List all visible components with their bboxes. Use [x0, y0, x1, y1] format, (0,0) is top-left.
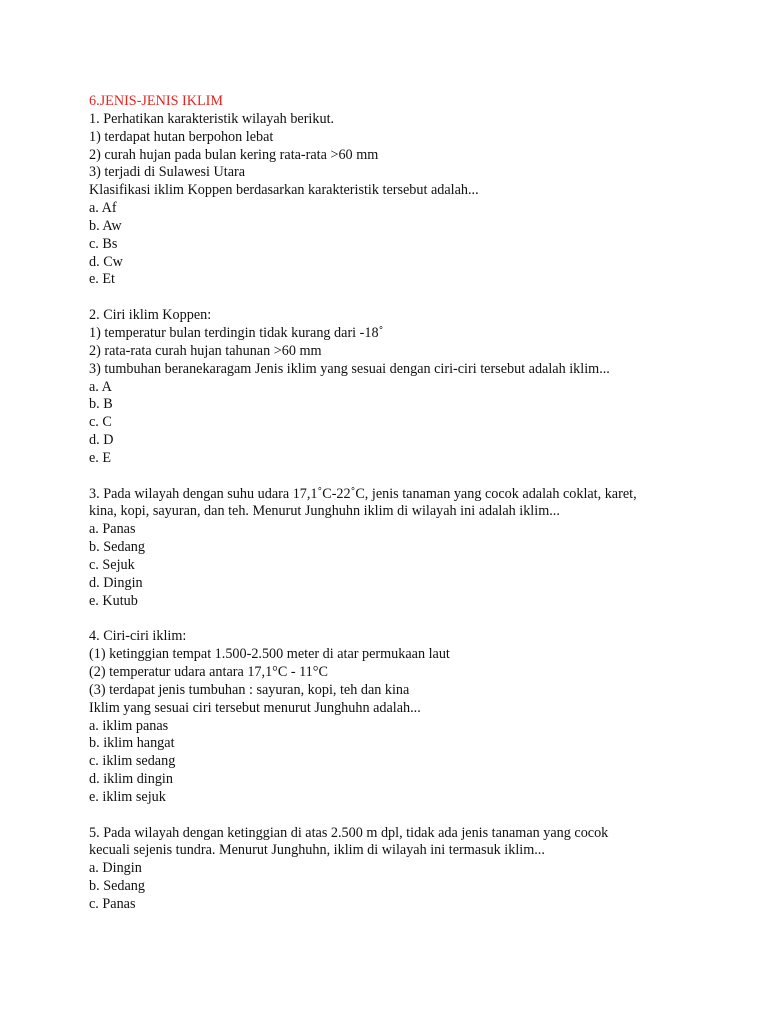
spacer [89, 468, 689, 486]
spacer [89, 807, 689, 825]
answer-option: b. iklim hangat [89, 735, 175, 752]
answer-option: b. Sedang [89, 878, 145, 895]
answer-option: d. Cw [89, 253, 123, 270]
spacer [89, 289, 689, 307]
answer-option: a. iklim panas [89, 717, 169, 734]
answer-option: c. Panas [89, 895, 136, 912]
question-5 [89, 825, 689, 914]
answer-option: a. Af [89, 200, 117, 217]
answer-option: c. C [89, 414, 112, 431]
question-2 [89, 307, 689, 468]
question-stem: kina, kopi, sayuran, dan teh. Menurut Junghuhn iklim di wilayah ini adalah iklim... [89, 503, 560, 520]
answer-option: a. Panas [89, 521, 136, 538]
question-item: (1) ketinggian tempat 1.500-2.500 meter di atar permukaan laut [89, 646, 450, 663]
answer-option: e. Et [89, 271, 115, 288]
question-stem: 1. Perhatikan karakteristik wilayah berikut. [89, 110, 335, 127]
question-item: 2) rata-rata curah hujan tahunan >60 mm [89, 342, 322, 359]
question-stem: 5. Pada wilayah dengan ketinggian di atas 2.500 m dpl, tidak ada jenis tanaman yang cocok [89, 824, 609, 841]
question-item: 1) terdapat hutan berpohon lebat [89, 128, 274, 145]
question-item: 3) terjadi di Sulawesi Utara [89, 164, 246, 181]
question-4 [89, 628, 689, 806]
answer-option: d. D [89, 432, 114, 449]
answer-option: b. B [89, 396, 113, 413]
section-title: 6.JENIS-JENIS IKLIM [89, 93, 223, 109]
question-3 [89, 486, 689, 611]
answer-option: e. Kutub [89, 592, 138, 609]
answer-option: b. Sedang [89, 539, 145, 556]
answer-option: a. A [89, 378, 112, 395]
question-item: (3) terdapat jenis tumbuhan : sayuran, kopi, teh dan kina [89, 681, 410, 698]
question-item: (2) temperatur udara antara 17,1°C - 11°C [89, 664, 328, 680]
answer-option: d. iklim dingin [89, 771, 173, 788]
document-body [89, 93, 689, 914]
question-stem: 4. Ciri-ciri iklim: [89, 628, 187, 645]
answer-option: c. iklim sedang [89, 753, 176, 770]
answer-option: c. Sejuk [89, 556, 135, 573]
answer-option: c. Bs [89, 235, 118, 252]
question-1 [89, 111, 689, 289]
question-prompt: Klasifikasi iklim Koppen berdasarkan karakteristik tersebut adalah... [89, 182, 479, 199]
question-item: 1) temperatur bulan terdingin tidak kurang dari -18˚ [89, 324, 384, 341]
spacer [89, 610, 689, 628]
question-stem: 2. Ciri iklim Koppen: [89, 307, 212, 324]
answer-option: a. Dingin [89, 860, 142, 877]
answer-option: e. E [89, 449, 112, 466]
answer-option: d. Dingin [89, 574, 143, 591]
question-item: 2) curah hujan pada bulan kering rata-rata >60 mm [89, 146, 379, 163]
question-stem: kecuali sejenis tundra. Menurut Junghuhn, iklim di wilayah ini termasuk iklim... [89, 842, 545, 859]
question-stem: 3. Pada wilayah dengan suhu udara 17,1˚C-22˚C, jenis tanaman yang cocok adalah coklat, karet, [89, 485, 637, 502]
question-prompt: Iklim yang sesuai ciri tersebut menurut Junghuhn adalah... [89, 699, 421, 716]
answer-option: e. iklim sejuk [89, 788, 166, 805]
question-item: 3) tumbuhan beranekaragam Jenis iklim yang sesuai dengan ciri-ciri tersebut adalah iklim... [89, 360, 610, 377]
answer-option: b. Aw [89, 217, 122, 234]
